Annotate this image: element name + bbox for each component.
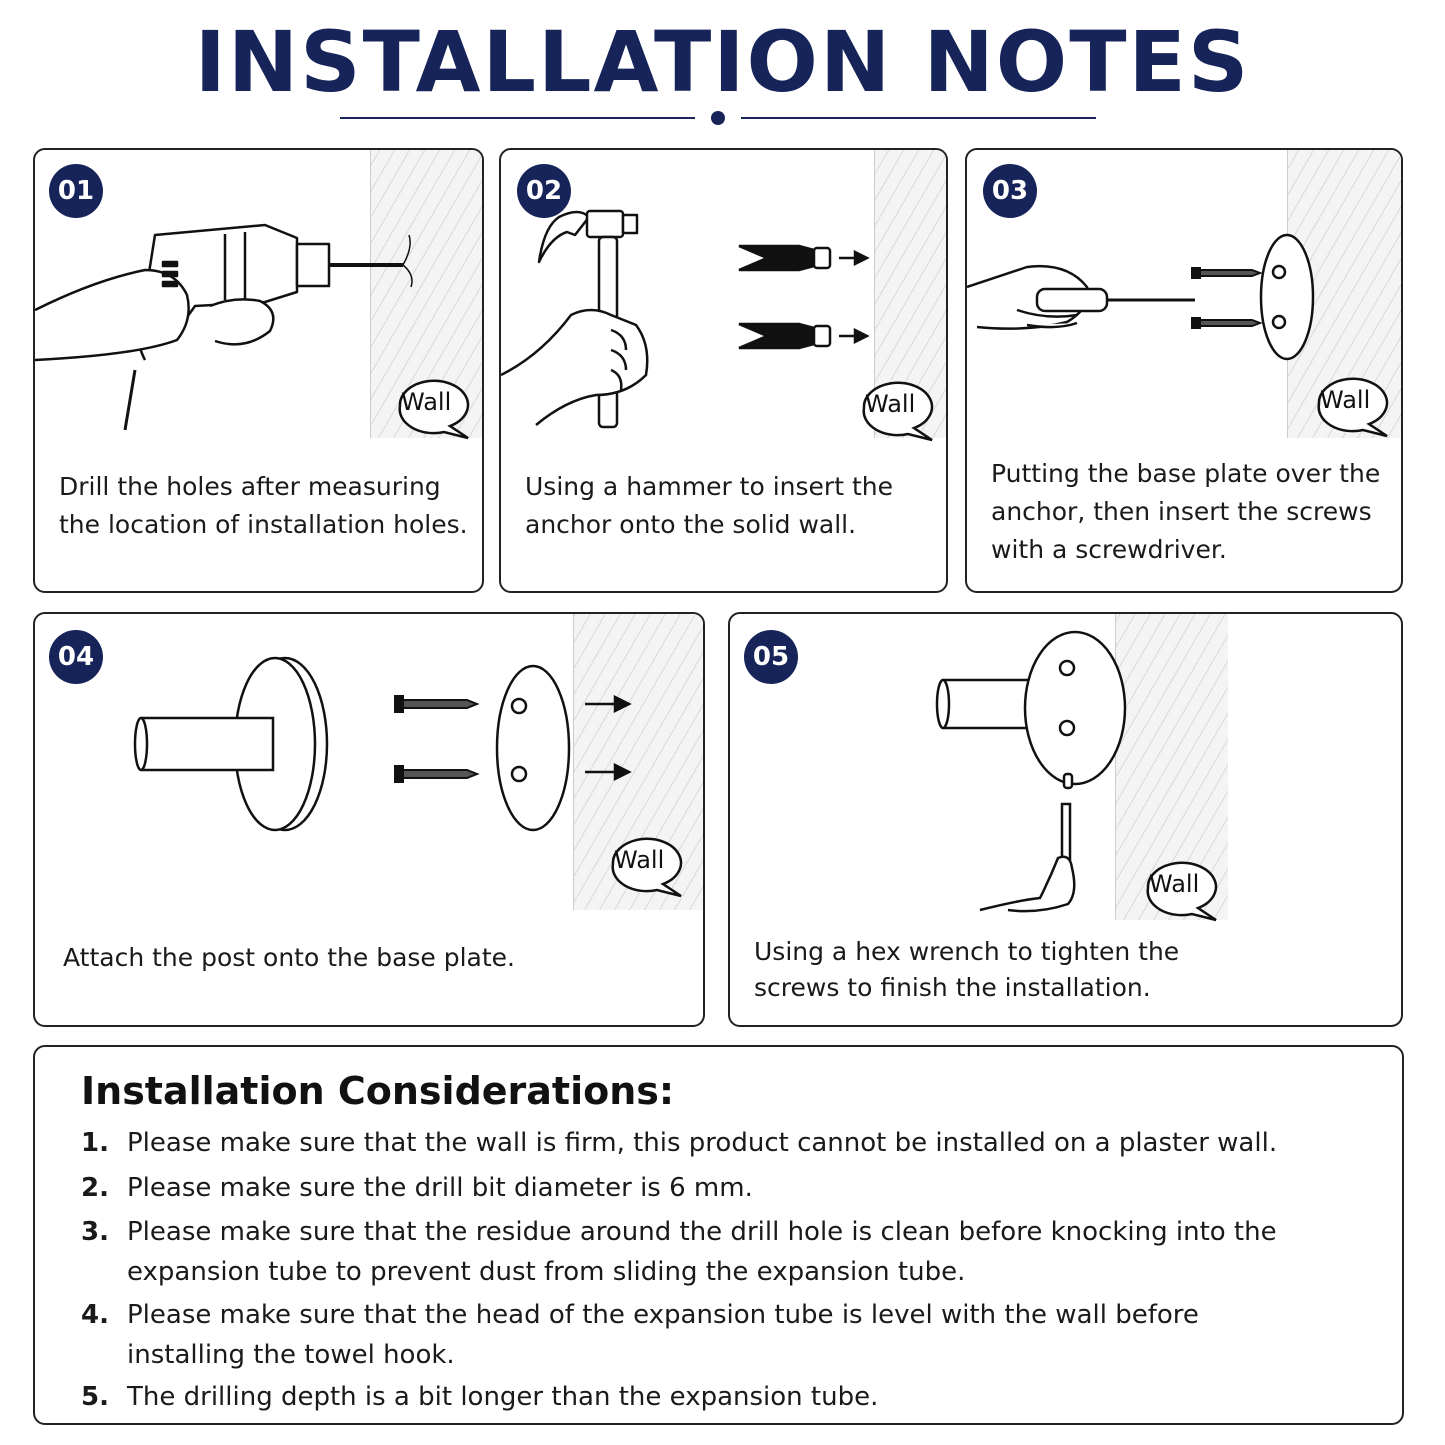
considerations-title: Installation Considerations: <box>81 1069 675 1113</box>
list-item-text: Please make sure that the residue around the drill hole is clean before knocking into the expansion tube to prevent dust from sliding the expansion tube. <box>127 1217 1277 1287</box>
screw-icon <box>1192 264 1262 334</box>
anchor-icon <box>739 240 874 360</box>
wall-label: Wall <box>401 388 452 416</box>
list-item-text: Please make sure that the wall is firm, this product cannot be installed on a plaster wall. <box>127 1128 1278 1158</box>
list-item-text: Please make sure the drill bit diameter is 6 mm. <box>127 1173 753 1203</box>
wall-label: Wall <box>614 846 665 874</box>
step-caption: Using a hammer to insert the anchor onto the solid wall. <box>525 472 893 539</box>
screwdriver-icon <box>967 255 1202 355</box>
step-caption: Attach the post onto the base plate. <box>63 943 516 972</box>
step-number-badge: 05 <box>744 630 798 684</box>
arrow-icon <box>585 694 635 784</box>
list-item <box>81 1123 1347 1163</box>
step-number-badge: 01 <box>49 164 103 218</box>
hammer-icon <box>501 205 671 445</box>
list-item-number: 2. <box>81 1173 109 1203</box>
base-plate-icon <box>485 664 585 834</box>
list-item-number: 1. <box>81 1128 109 1158</box>
drill-icon <box>35 210 435 450</box>
title-rule-right <box>741 117 1096 119</box>
step-number-badge: 04 <box>49 630 103 684</box>
list-item <box>81 1168 1347 1208</box>
title-dot <box>711 111 725 125</box>
list-item-text: The drilling depth is a bit longer than the expansion tube. <box>127 1382 879 1412</box>
list-item <box>81 1377 1347 1417</box>
screw-icon <box>395 696 480 786</box>
post-icon <box>935 632 1135 792</box>
considerations-panel <box>33 1045 1404 1425</box>
wall-label: Wall <box>865 390 916 418</box>
base-plate-icon <box>1257 232 1317 362</box>
step-card-02 <box>499 148 948 593</box>
list-item <box>81 1212 1307 1292</box>
list-item-number: 4. <box>81 1300 109 1330</box>
step-number-badge: 02 <box>517 164 571 218</box>
step-card-01 <box>33 148 484 593</box>
wall-label: Wall <box>1149 870 1200 898</box>
post-icon <box>133 656 333 836</box>
step-caption: Putting the base plate over the anchor, then insert the screws with a screwdriver. <box>991 459 1381 564</box>
step-caption: Drill the holes after measuring the location of installation holes. <box>59 472 468 539</box>
step-card-05 <box>728 612 1403 1027</box>
wall-label: Wall <box>1320 386 1371 414</box>
step-number-badge: 03 <box>983 164 1037 218</box>
list-item <box>81 1295 1247 1375</box>
list-item-text: Please make sure that the head of the expansion tube is level with the wall before installing the towel hook. <box>127 1300 1199 1370</box>
page-title: INSTALLATION NOTES <box>194 13 1251 111</box>
step-card-04 <box>33 612 705 1027</box>
hex-wrench-icon <box>980 774 1090 914</box>
step-caption: Using a hex wrench to tighten the screws to finish the installation. <box>754 937 1180 1002</box>
list-item-number: 5. <box>81 1382 109 1412</box>
list-item-number: 3. <box>81 1217 109 1247</box>
title-rule-left <box>340 117 695 119</box>
step-card-03 <box>965 148 1403 593</box>
